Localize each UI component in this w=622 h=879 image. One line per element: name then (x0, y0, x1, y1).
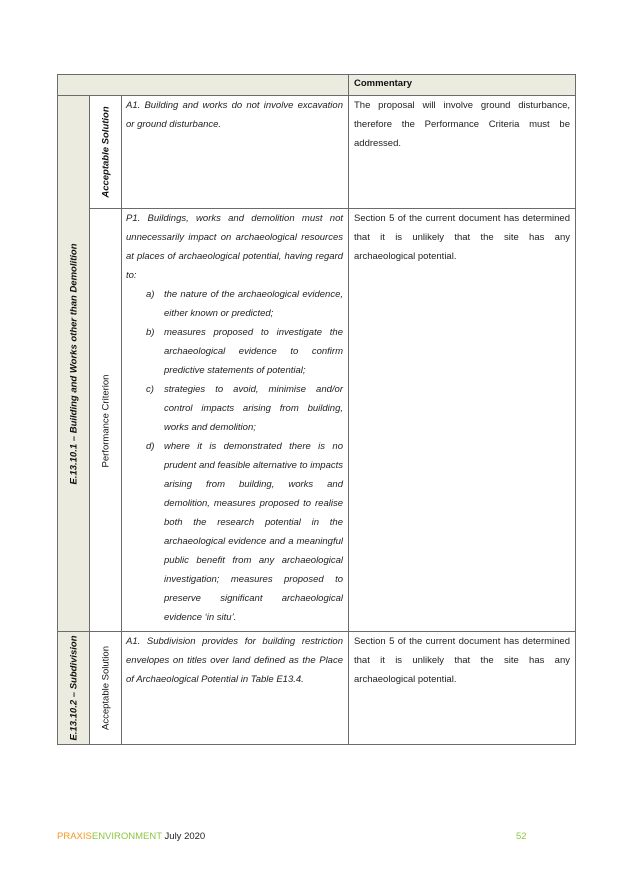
section-e13-10-1-title-cell (57, 95, 90, 632)
list-item (126, 285, 343, 323)
list-item-text: measures proposed to investigate the archaeological evidence to confirm predictive statements of potential; (164, 327, 343, 376)
p1-commentary-cell (348, 208, 576, 633)
a1-commentary: The proposal will involve ground disturbance, therefore the Performance Criteria must be addressed. (354, 100, 570, 149)
list-item-label: a) (146, 289, 155, 300)
section-e13-10-2-title: E.13.10.2 – Subdivision (68, 635, 79, 741)
list-item-text: where it is demonstrated there is no prudent and feasible alternative to impacts arising from building, works and demolition, measures proposed to realise both the research potential in the archaeological evidence and a meaningful public benefit from any archaeological investigation; measures proposed to preserve significant archaeological evidence ‘in situ’. (164, 441, 343, 623)
a1-commentary-cell (348, 95, 576, 209)
acceptable-solution-label-cell (89, 95, 122, 209)
list-item (126, 437, 343, 627)
list-item-label: b) (146, 327, 155, 338)
page-number: 52 (516, 831, 527, 842)
list-item-text: strategies to avoid, minimise and/or control impacts arising from building, works and demolition; (164, 384, 343, 433)
footer-brand (57, 831, 205, 842)
section-e13-10-2-title-cell (57, 631, 90, 745)
subdivision-a1-text: A1. Subdivision provides for building restriction envelopes on titles over land defined as the Place of Archaeological Potential in Table E13.4. (126, 636, 343, 685)
subdivision-a1-commentary-cell (348, 631, 576, 745)
header-commentary-cell (348, 74, 576, 96)
brand-environment: ENVIRONMENT (91, 831, 162, 842)
subdivision-acceptable-solution-label-cell (89, 631, 122, 745)
list-item-label: c) (146, 384, 154, 395)
list-item-label: d) (146, 441, 155, 452)
a1-text: A1. Building and works do not involve excavation or ground disturbance. (126, 100, 343, 130)
list-item-text: the nature of the archaeological evidence, either known or predicted; (164, 289, 343, 319)
p1-list (126, 285, 343, 627)
subdivision-a1-commentary: Section 5 of the current document has determined that it is unlikely that the site has any archaeological potential. (354, 636, 570, 685)
performance-criterion-label-cell (89, 208, 122, 633)
p1-content (126, 209, 343, 627)
criteria-table (57, 74, 576, 745)
a1-cell (121, 95, 349, 209)
acceptable-solution-label: Acceptable Solution (100, 106, 111, 198)
performance-criterion-label: Performance Criterion (100, 374, 111, 467)
subdivision-a1-cell (121, 631, 349, 745)
subdivision-acceptable-solution-label: Acceptable Solution (100, 646, 111, 730)
list-item (126, 323, 343, 380)
commentary-heading: Commentary (354, 78, 413, 89)
list-item (126, 380, 343, 437)
footer-date: July 2020 (161, 831, 206, 842)
brand-praxis: PRAXIS (57, 831, 92, 842)
p1-intro: P1. Buildings, works and demolition must not unnecessarily impact on archaeological resources at places of archaeological potential, having regard to: (126, 213, 343, 281)
section-e13-10-1-title: E.13.10.1 – Building and Works other than Demolition (68, 242, 79, 485)
p1-commentary: Section 5 of the current document has determined that it is unlikely that the site has any archaeological potential. (354, 213, 570, 262)
p1-cell (121, 208, 349, 633)
header-blank-cell (57, 74, 349, 96)
